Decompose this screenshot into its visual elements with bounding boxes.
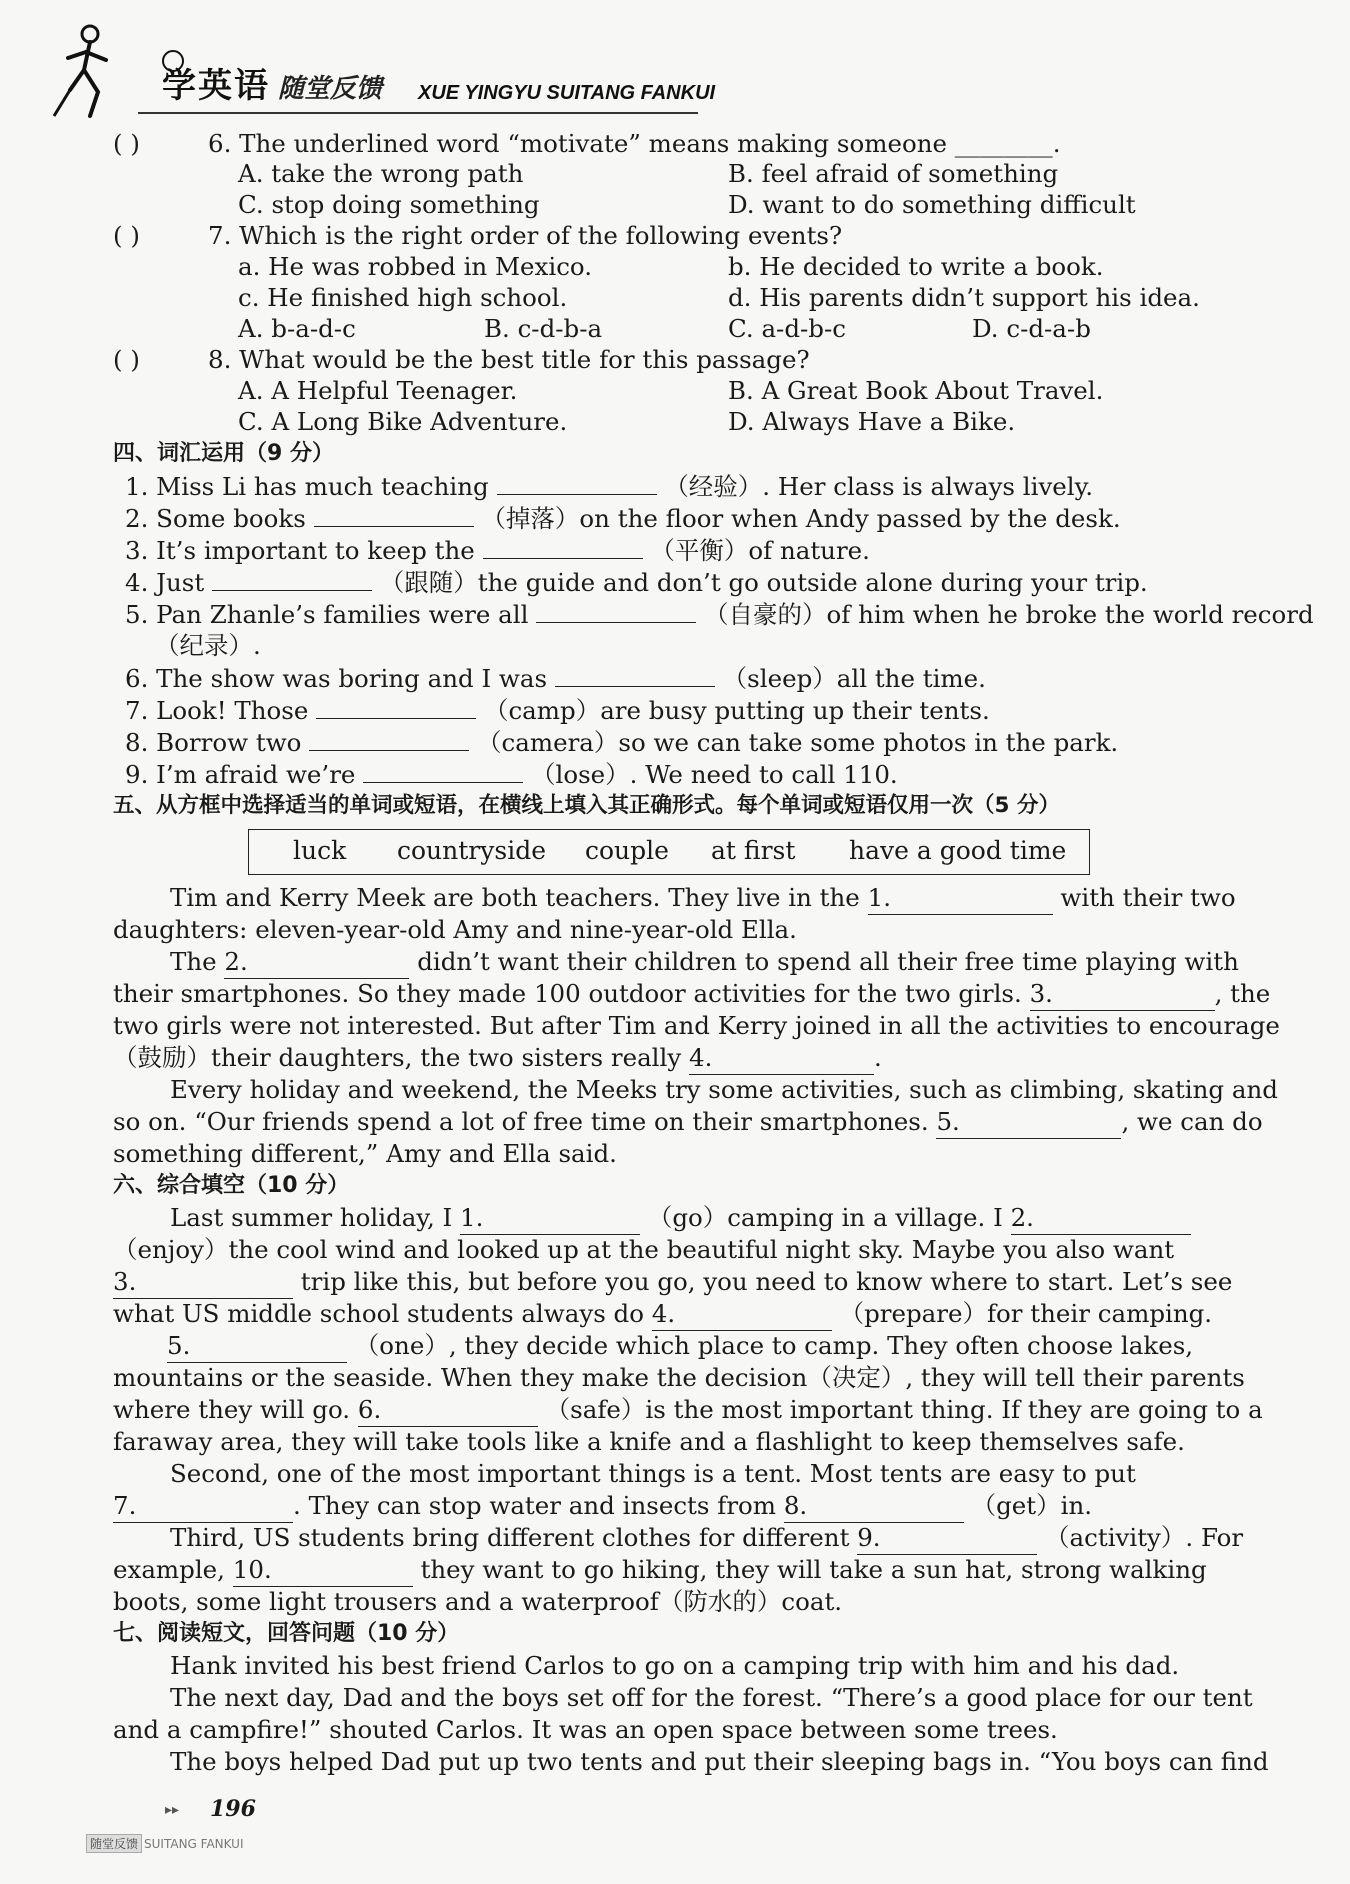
s5-text: , the [1214, 979, 1271, 1008]
header-title-pinyin: XUE YINGYU SUITANG FANKUI [418, 82, 716, 104]
q7-stem: 7. Which is the right order of the following events? [208, 221, 843, 250]
s6-text: where they will go. [113, 1395, 351, 1424]
s6-text: （one）, they decide which place to camp. They often choose lakes, [354, 1331, 1194, 1360]
word-box-item-4: at first [711, 836, 796, 865]
s5-num-2: 2. [224, 947, 248, 976]
q6-stem: 6. The underlined word “motivate” means making someone ________. [208, 129, 1061, 158]
s6-text: （prepare）for their camping. [839, 1299, 1213, 1328]
vocab-item-2-post: （掉落）on the floor when Andy passed by the desk. [481, 504, 1121, 533]
q7-bracket[interactable]: ( ) [113, 221, 140, 250]
q7-option-b[interactable]: B. c-d-b-a [484, 314, 603, 343]
s6-text: trip like this, but before you go, you need to know where to start. Let’s see [300, 1267, 1233, 1296]
q6-option-b[interactable]: B. feel afraid of something [728, 159, 1059, 188]
s6-num-1: 1. [460, 1203, 484, 1232]
s6-line-8: faraway area, they will take tools like a knife and a flashlight to keep themselves safe. [113, 1427, 1185, 1456]
section7-title: 七、阅读短文，回答问题（10 分） [113, 1621, 460, 1646]
vocab-blank-5[interactable] [536, 598, 696, 623]
vocab-item-8-post: （camera）so we can take some photos in the park. [477, 728, 1119, 757]
footer-tag-zh: 随堂反馈 [86, 1834, 142, 1853]
vocab-item-4-pre: 4. Just [125, 568, 205, 597]
vocab-blank-2[interactable] [314, 502, 474, 527]
s5-num-4: 4. [689, 1043, 713, 1072]
vocab-blank-8[interactable] [309, 726, 469, 751]
s6-line-3 [113, 1266, 1232, 1299]
vocab-item-3 [125, 534, 870, 567]
s6-blank-9[interactable] [857, 1522, 1037, 1555]
s6-text: （go）camping in a village. I [647, 1203, 1003, 1232]
s5-num-5: 5. [936, 1107, 960, 1136]
s6-line-13: boots, some light trousers and a waterproof（防水的）coat. [113, 1587, 843, 1616]
vocab-item-1 [125, 470, 1093, 503]
s5-text: didn’t want their children to spend all their free time playing with [417, 947, 1239, 976]
s6-text: . They can stop water and insects from [293, 1491, 777, 1520]
s6-blank-8[interactable] [784, 1490, 964, 1523]
q6-option-c[interactable]: C. stop doing something [238, 190, 540, 219]
q8-option-a[interactable]: A. A Helpful Teenager. [238, 376, 518, 405]
q7-event-b: b. He decided to write a book. [728, 252, 1104, 281]
q6-option-a[interactable]: A. take the wrong path [238, 159, 524, 188]
word-box-item-5: have a good time [849, 836, 1067, 865]
header-rule [138, 112, 698, 114]
vocab-item-9-post: （lose）. We need to call 110. [531, 760, 898, 789]
vocab-item-6-post: （sleep）all the time. [722, 664, 986, 693]
s5-num-1: 1. [867, 883, 891, 912]
s6-line-1 [170, 1202, 1191, 1235]
q6-option-d[interactable]: D. want to do something difficult [728, 190, 1136, 219]
page-header [50, 20, 1350, 120]
word-box-item-1: luck [293, 836, 347, 865]
s6-line-5 [167, 1330, 1193, 1363]
s6-line-6: mountains or the seaside. When they make the decision（决定）, they will tell their parents [113, 1363, 1245, 1392]
header-title: 学英语 [162, 66, 270, 106]
s6-line-11 [170, 1522, 1243, 1555]
vocab-item-4-post: （跟随）the guide and don’t go outside alone during your trip. [379, 568, 1148, 597]
vocab-blank-7[interactable] [316, 694, 476, 719]
vocab-item-7 [125, 694, 990, 727]
s6-num-6: 6. [357, 1395, 382, 1424]
vocab-item-1-pre: 1. Miss Li has much teaching [125, 472, 489, 501]
vocab-item-4 [125, 566, 1148, 599]
page-arrow-icon: ▸▸ [165, 1802, 180, 1818]
q8-option-c[interactable]: C. A Long Bike Adventure. [238, 407, 568, 436]
vocab-blank-4[interactable] [212, 566, 372, 591]
s6-blank-1[interactable] [460, 1202, 640, 1235]
runner-logo-icon [50, 20, 130, 120]
q7-event-c: c. He finished high school. [238, 283, 568, 312]
s6-num-4: 4. [651, 1299, 676, 1328]
vocab-item-8 [125, 726, 1118, 759]
s5-text: so on. “Our friends spend a lot of free time on their smartphones. [113, 1107, 929, 1136]
s6-blank-2[interactable] [1011, 1202, 1191, 1235]
q7-option-c[interactable]: C. a-d-b-c [728, 314, 846, 343]
s6-blank-6[interactable] [358, 1394, 538, 1427]
s5-text: their smartphones. So they made 100 outdoor activities for the two girls. [113, 979, 1022, 1008]
q7-event-d: d. His parents didn’t support his idea. [728, 283, 1200, 312]
word-box-item-2: countryside [397, 836, 546, 865]
vocab-item-9 [125, 758, 898, 791]
s5-text: . [874, 1043, 882, 1072]
section4-title: 四、词汇运用（9 分） [113, 441, 334, 466]
vocab-item-8-pre: 8. Borrow two [125, 728, 302, 757]
word-box-item-3: couple [585, 836, 669, 865]
q8-option-d[interactable]: D. Always Have a Bike. [728, 407, 1016, 436]
s6-line-4 [113, 1298, 1212, 1331]
vocab-item-6 [125, 662, 986, 695]
s5-blank-2[interactable] [224, 946, 409, 979]
vocab-item-5-post: （自豪的）of him when he broke the world record [704, 600, 1314, 629]
header-subtitle: 随堂反馈 [278, 74, 383, 104]
s5-line-2: daughters: eleven-year-old Amy and nine-year-old Ella. [113, 915, 797, 944]
q8-stem: 8. What would be the best title for this passage? [208, 345, 810, 374]
s5-line-8 [113, 1106, 1263, 1139]
s6-blank-7[interactable] [113, 1490, 293, 1523]
s6-text: Third, US students bring different clothes for different [170, 1523, 850, 1552]
vocab-blank-6[interactable] [555, 662, 715, 687]
s6-text: （get）in. [971, 1491, 1093, 1520]
s5-text: Tim and Kerry Meek are both teachers. They live in the [170, 883, 860, 912]
s5-blank-4[interactable] [689, 1042, 874, 1075]
s6-line-7 [113, 1394, 1263, 1427]
s5-text: with their two [1060, 883, 1236, 912]
s6-line-9: Second, one of the most important things is a tent. Most tents are easy to put [170, 1459, 1136, 1488]
s7-line-3: and a campfire!” shouted Carlos. It was an open space between some trees. [113, 1715, 1058, 1744]
s7-line-2: The next day, Dad and the boys set off for the forest. “There’s a good place for our tent [170, 1683, 1253, 1712]
s5-num-3: 3. [1029, 979, 1053, 1008]
s6-line-10 [113, 1490, 1092, 1523]
footer-tag-en: SUITANG FANKUI [144, 1837, 244, 1851]
vocab-blank-9[interactable] [363, 758, 523, 783]
page-number: 196 [210, 1796, 256, 1822]
s5-blank-1[interactable] [868, 882, 1053, 915]
s5-line-4 [113, 978, 1270, 1011]
vocab-item-1-post: （经验）. Her class is always lively. [664, 472, 1093, 501]
s6-num-2: 2. [1010, 1203, 1034, 1232]
q7-event-a: a. He was robbed in Mexico. [238, 252, 593, 281]
s5-text: , we can do [1121, 1107, 1263, 1136]
vocab-item-7-pre: 7. Look! Those [125, 696, 309, 725]
s5-line-9: something different,” Amy and Ella said. [113, 1139, 617, 1168]
s5-text: （鼓励）their daughters, the two sisters really [113, 1043, 682, 1072]
word-box [248, 829, 1090, 875]
s5-line-7: Every holiday and weekend, the Meeks try some activities, such as climbing, skating and [170, 1075, 1278, 1104]
vocab-item-9-pre: 9. I’m afraid we’re [125, 760, 356, 789]
vocab-blank-3[interactable] [483, 534, 643, 559]
s6-text: Last summer holiday, I [170, 1203, 453, 1232]
vocab-blank-1[interactable] [497, 470, 657, 495]
vocab-item-5-cont: （纪录）. [155, 631, 261, 660]
vocab-item-3-pre: 3. It’s important to keep the [125, 536, 475, 565]
s6-text: they want to go hiking, they will take a sun hat, strong walking [420, 1555, 1207, 1584]
s6-num-9: 9. [857, 1523, 881, 1552]
q7-option-a[interactable]: A. b-a-d-c [238, 314, 356, 343]
s6-num-8: 8. [783, 1491, 808, 1520]
vocab-item-2-pre: 2. Some books [125, 504, 306, 533]
s6-num-3: 3. [113, 1267, 137, 1296]
q8-option-b[interactable]: B. A Great Book About Travel. [728, 376, 1104, 405]
s5-line-1 [170, 882, 1236, 915]
s6-blank-3[interactable] [113, 1266, 293, 1299]
s6-text: （activity）. For [1045, 1523, 1244, 1552]
s6-blank-4[interactable] [652, 1298, 832, 1331]
s5-blank-5[interactable] [936, 1106, 1121, 1139]
vocab-item-7-post: （camp）are busy putting up their tents. [483, 696, 990, 725]
s5-blank-3[interactable] [1030, 978, 1215, 1011]
s7-line-4: The boys helped Dad put up two tents and put their sleeping bags in. “You boys can find [170, 1747, 1269, 1776]
s6-blank-5[interactable] [167, 1330, 347, 1363]
section5-title: 五、从方框中选择适当的单词或短语，在横线上填入其正确形式。每个单词或短语仅用一次（5 分） [113, 793, 1060, 818]
q6-bracket[interactable]: ( ) [113, 129, 140, 158]
q7-option-d[interactable]: D. c-d-a-b [972, 314, 1091, 343]
s7-line-1: Hank invited his best friend Carlos to go on a camping trip with him and his dad. [170, 1651, 1180, 1680]
s6-line-2: （enjoy）the cool wind and looked up at the beautiful night sky. Maybe you also want [113, 1235, 1175, 1264]
s6-text: （safe）is the most important thing. If they are going to a [545, 1395, 1263, 1424]
s6-num-7: 7. [113, 1491, 137, 1520]
vocab-item-6-pre: 6. The show was boring and I was [125, 664, 548, 693]
vocab-item-5-pre: 5. Pan Zhanle’s families were all [125, 600, 529, 629]
s5-line-6 [113, 1042, 882, 1075]
section6-title: 六、综合填空（10 分） [113, 1173, 350, 1198]
vocab-item-5 [125, 598, 1314, 631]
vocab-item-2 [125, 502, 1121, 535]
s6-num-10: 10. [232, 1555, 272, 1584]
s6-text: what US middle school students always do [113, 1299, 644, 1328]
q8-bracket[interactable]: ( ) [113, 345, 140, 374]
s6-num-5: 5. [167, 1331, 191, 1360]
s5-line-3 [170, 946, 1239, 979]
s6-blank-10[interactable] [233, 1554, 413, 1587]
vocab-item-3-post: （平衡）of nature. [650, 536, 870, 565]
footer-tag [86, 1834, 296, 1854]
s6-text: example, [113, 1555, 225, 1584]
s6-line-12 [113, 1554, 1207, 1587]
s5-text: The [170, 947, 217, 976]
s5-line-5: two girls were not interested. But after Tim and Kerry joined in all the activities to encourage [113, 1011, 1280, 1040]
